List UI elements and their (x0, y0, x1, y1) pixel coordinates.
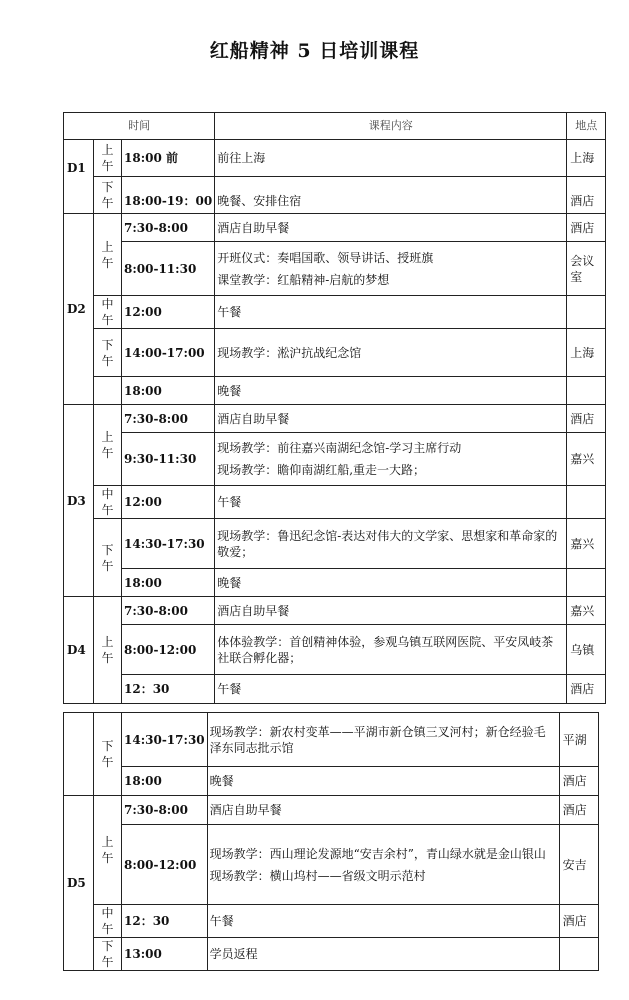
table-row (64, 625, 606, 675)
day-label: D4 (64, 597, 94, 704)
table-row (64, 825, 599, 905)
content-cell: 体体验教学：首创精神体验，参观乌镇互联网医院、平安凤岐茶社联合孵化器； (215, 625, 567, 675)
time-cell: 7:30-8:00 (122, 796, 208, 825)
period-label: 下午 (94, 329, 122, 377)
content-cell (215, 433, 567, 486)
content-line: 现场教学：横山坞村——省级文明示范村 (209, 868, 426, 883)
content-line: 课堂教学：红船精神-启航的梦想 (217, 272, 390, 287)
time-cell: 12:00 (122, 486, 215, 519)
time-cell: 12:00 (122, 296, 215, 329)
table-row (64, 569, 606, 597)
location-cell: 酒店 (559, 767, 598, 796)
content-cell: 酒店自助早餐 (215, 214, 567, 242)
content-cell: 午餐 (215, 675, 567, 704)
content-line: 开班仪式：奏唱国歌、领导讲话、授班旗 (217, 250, 434, 265)
location-cell: 嘉兴 (567, 519, 606, 569)
time-cell: 12：30 (122, 905, 208, 938)
location-cell (559, 938, 598, 971)
table-row (64, 242, 606, 296)
day-label: D3 (64, 405, 94, 597)
table-row (64, 796, 599, 825)
table-row (64, 519, 606, 569)
location-cell: 乌镇 (567, 625, 606, 675)
location-cell: 酒店 (567, 177, 606, 214)
period-label: 中午 (94, 486, 122, 519)
header-location: 地点 (567, 113, 606, 140)
location-cell (567, 296, 606, 329)
location-cell: 上海 (567, 140, 606, 177)
period-empty (94, 377, 122, 405)
location-cell: 安吉 (559, 825, 598, 905)
table-row (64, 938, 599, 971)
table-row (64, 767, 599, 796)
day-label: D1 (64, 140, 94, 214)
content-cell (215, 242, 567, 296)
time-cell: 7:30-8:00 (122, 405, 215, 433)
content-cell: 学员返程 (207, 938, 559, 971)
schedule-table-continued (63, 712, 599, 971)
table-row (64, 329, 606, 377)
time-cell: 7:30-8:00 (122, 214, 215, 242)
table-row (64, 177, 606, 214)
location-cell: 酒店 (559, 905, 598, 938)
time-cell: 12：30 (122, 675, 215, 704)
time-cell: 14:30-17:30 (122, 713, 208, 767)
period-label: 上午 (94, 140, 122, 177)
location-cell: 酒店 (567, 675, 606, 704)
table-row (64, 433, 606, 486)
content-cell: 午餐 (215, 486, 567, 519)
content-cell (207, 825, 559, 905)
day-label: D5 (64, 796, 94, 971)
period-label: 上午 (94, 405, 122, 486)
content-line: 现场教学：瞻仰南湖红船,重走一大路； (217, 463, 426, 477)
time-cell: 8:00-12:00 (122, 825, 208, 905)
content-cell: 晚餐 (207, 767, 559, 796)
period-label: 中午 (94, 296, 122, 329)
time-cell: 7:30-8:00 (122, 597, 215, 625)
location-cell: 嘉兴 (567, 433, 606, 486)
location-cell: 上海 (567, 329, 606, 377)
time-cell: 8:00-12:00 (122, 625, 215, 675)
time-cell: 18:00 前 (122, 140, 215, 177)
table-row (64, 597, 606, 625)
location-cell: 酒店 (567, 214, 606, 242)
time-cell: 18:00-19：00 (122, 177, 215, 214)
time-cell: 14:00-17:00 (122, 329, 215, 377)
time-cell: 14:30-17:30 (122, 519, 215, 569)
time-cell: 18:00 (122, 767, 208, 796)
period-label: 中午 (94, 905, 122, 938)
content-cell: 现场教学：鲁迅纪念馆-表达对伟大的文学家、思想家和革命家的敬爱； (215, 519, 567, 569)
table-row (64, 296, 606, 329)
time-cell: 8:00-11:30 (122, 242, 215, 296)
location-cell (567, 569, 606, 597)
period-label: 上午 (94, 214, 122, 296)
content-cell: 午餐 (207, 905, 559, 938)
content-cell: 晚餐 (215, 377, 567, 405)
time-cell: 18:00 (122, 377, 215, 405)
table-row (64, 675, 606, 704)
period-label: 下午 (94, 713, 122, 796)
table-row (64, 905, 599, 938)
table-row (64, 713, 599, 767)
time-cell: 13:00 (122, 938, 208, 971)
location-cell: 嘉兴 (567, 597, 606, 625)
period-label: 上午 (94, 796, 122, 905)
period-label: 上午 (94, 597, 122, 704)
location-cell: 酒店 (559, 796, 598, 825)
content-cell: 前往上海 (215, 140, 567, 177)
content-cell: 晚餐、安排住宿 (215, 177, 567, 214)
table-row (64, 405, 606, 433)
day-continued-cell (64, 713, 94, 796)
header-content: 课程内容 (215, 113, 567, 140)
table-row (64, 140, 606, 177)
day-label: D2 (64, 214, 94, 405)
time-cell: 9:30-11:30 (122, 433, 215, 486)
location-cell: 会议室 (567, 242, 606, 296)
content-cell: 酒店自助早餐 (215, 597, 567, 625)
schedule-table (63, 112, 606, 704)
table-row (64, 377, 606, 405)
period-label: 下午 (94, 938, 122, 971)
table-row (64, 486, 606, 519)
period-label: 下午 (94, 177, 122, 214)
content-cell: 晚餐 (215, 569, 567, 597)
location-cell (567, 377, 606, 405)
time-cell: 18:00 (122, 569, 215, 597)
content-cell: 午餐 (215, 296, 567, 329)
content-cell: 现场教学：淞沪抗战纪念馆 (215, 329, 567, 377)
page-title: 红船精神 5 日培训课程 (209, 40, 420, 62)
content-cell: 酒店自助早餐 (207, 796, 559, 825)
content-line: 现场教学：西山理论发源地“安吉余村”，青山绿水就是金山银山 (209, 846, 546, 861)
content-cell: 酒店自助早餐 (215, 405, 567, 433)
header-time: 时间 (64, 113, 215, 140)
location-cell: 酒店 (567, 405, 606, 433)
table-row (64, 214, 606, 242)
location-cell (567, 486, 606, 519)
period-label: 下午 (94, 519, 122, 597)
header-row (64, 113, 606, 140)
content-cell: 现场教学：新农村变革——平湖市新仓镇三叉河村；新仓经验毛泽东同志批示馆 (207, 713, 559, 767)
location-cell: 平湖 (559, 713, 598, 767)
content-line: 现场教学：前往嘉兴南湖纪念馆-学习主席行动 (217, 441, 462, 455)
